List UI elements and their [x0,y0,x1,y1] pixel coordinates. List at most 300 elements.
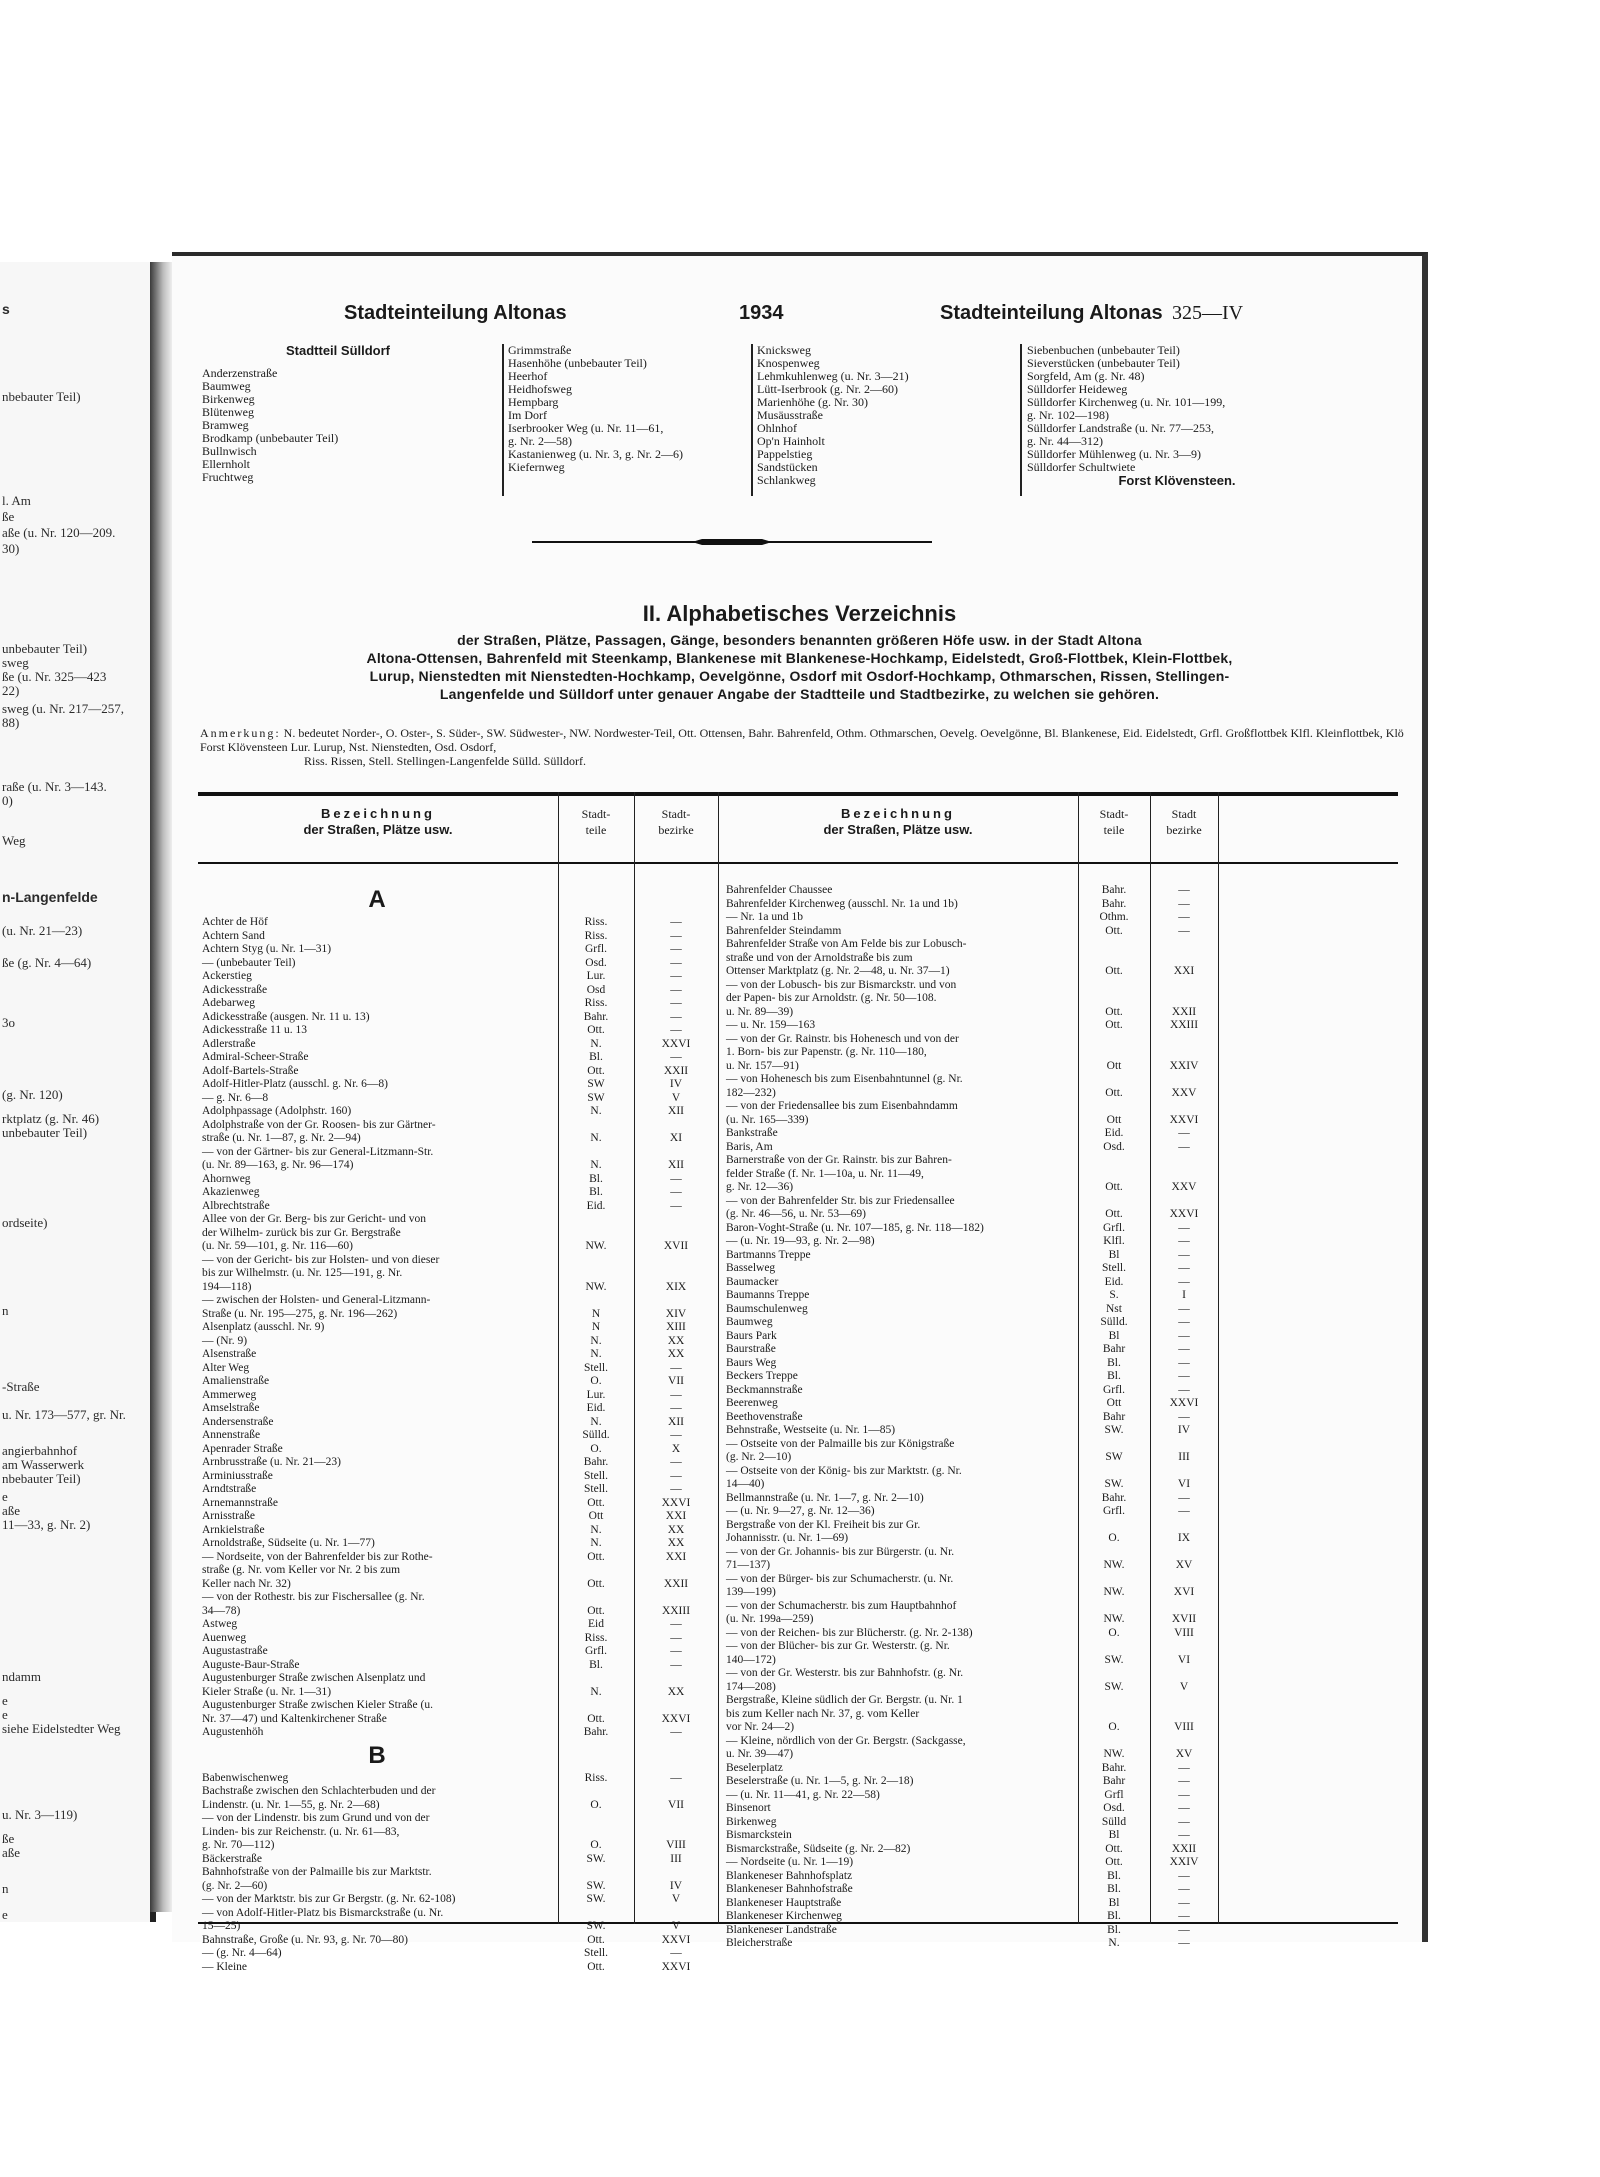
table-row [726,1600,1216,1614]
col-header-name-left: Bezeichnung der Straßen, Plätze usw. [303,806,453,837]
stadtbezirk-cell: VIII [1174,1626,1194,1639]
left-page-text-fragment: nbebauter Teil) [2,389,81,404]
table-row [726,1829,1216,1843]
stadtbezirk-cell: — [670,1172,682,1185]
table-row [202,1024,712,1038]
district-street-item: Blütenweg [202,405,254,419]
street-name: Bellmannstraße (u. Nr. 1—7, g. Nr. 2—10) [726,1491,924,1504]
left-page-text-fragment: 0) [2,793,13,808]
table-row [202,1866,712,1880]
stadtbezirk-cell: V [1179,1680,1189,1693]
district-street-item: Knicksweg [757,343,811,357]
table-row [726,1168,1216,1182]
stadtbezirk-cell: VII [668,1798,684,1811]
table-row [726,1181,1216,1195]
stadtbezirk-cell: XXVI [661,1960,691,1973]
stadtbezirk-cell: XX [667,1348,685,1360]
stadtteil-cell: Sülld. [1100,1316,1128,1328]
table-row [202,1159,712,1173]
stadtteil-cell: O. [1108,1532,1120,1544]
stadtbezirk-cell: XVII [1171,1613,1197,1625]
stadtbezirk-cell: — [1178,1802,1190,1814]
table-row [726,898,1216,912]
stadtteil-cell: Lur. [586,970,606,982]
district-street-item: Lehmkuhlenweg (u. Nr. 3—21) [757,369,909,383]
stadtbezirk-cell: XXVI [1169,1397,1199,1409]
running-head-year: 1934 [739,302,784,324]
left-page-text-fragment: 30) [2,541,20,556]
street-name: Albrechtstraße [202,1199,270,1212]
stadtbezirk-cell: — [670,970,682,982]
col-header-bezirke-right: Stadt bezirke [1166,807,1202,837]
street-name: — von der Gr. Westerstr. bis zur Bahnhofstr. (g. Nr. [726,1667,964,1679]
street-name: Arndtstraße [202,1483,257,1495]
table-row [726,1789,1216,1803]
stadtteil-cell: Grfl. [584,943,608,955]
stadtteil-cell: Bahr. [583,1010,609,1023]
stadtteil-cell: Osd [586,983,606,996]
table-row [726,1438,1216,1452]
table-row [202,1880,712,1894]
stadtbezirk-cell: — [1178,1343,1190,1355]
stadtteil-cell: Ott. [587,1024,605,1036]
stadtbezirk-cell: — [1178,1829,1190,1841]
street-name: — von Adolf-Hitler-Platz bis Bismarckstraße (u. Nr. [202,1906,444,1919]
table-row [726,925,1216,939]
col-header-teile-left: Stadt- teile [581,807,611,837]
stadtteil-cell: N [591,1321,601,1333]
stadtbezirk-cell: X [671,1442,681,1455]
table-row [726,1046,1216,1060]
district-street-item: Op'n Hainholt [757,434,825,448]
stadtbezirk-cell: XX [667,1523,685,1536]
table-row [202,1146,712,1160]
district-street-item: Grimmstraße [508,343,572,357]
table-row [726,1073,1216,1087]
stadtbezirk-cell: — [1178,1937,1190,1949]
street-name: Auenweg [202,1631,247,1644]
header-col-1-items [202,367,474,484]
table-row [202,916,712,930]
street-name: 1. Born- bis zur Papenstr. (g. Nr. 110—180, [726,1046,927,1058]
street-name: u. Nr. 157—91) [726,1059,799,1072]
stadtteil-cell: Ott. [1105,1208,1123,1220]
street-name: Akazienweg [202,1186,260,1198]
stadtbezirk-cell: XXIV [1169,1856,1199,1868]
stadtbezirk-cell: V [671,1920,681,1932]
table-row [202,1281,712,1295]
column-rule [1020,344,1022,496]
district-street-item: Kiefernweg [508,460,565,474]
stadtteil-cell: SW [1105,1451,1123,1463]
stadtbezirk-cell: XXII [663,1064,689,1077]
stadtbezirk-cell: VIII [666,1839,686,1851]
left-page-text-fragment: (g. Nr. 120) [2,1087,63,1102]
left-page-text-fragment: -Straße [2,1379,40,1394]
street-name: Adebarweg [202,997,256,1009]
table-row [202,1416,712,1430]
stadtteil-cell: Bahr [1102,1775,1126,1787]
left-page-fragment [0,262,156,1922]
street-name: — von der Bürger- bis zur Schumacherstr. (u. Nr. [726,1572,954,1585]
street-name: — (unbebauter Teil) [202,956,296,969]
district-street-item: Heidhofsweg [508,382,572,396]
stadtteil-cell: O. [1108,1721,1120,1733]
table-row [202,1524,712,1538]
stadtteil-cell: Bl [1108,1329,1120,1342]
table-row [726,1546,1216,1560]
stadtteil-cell: N. [590,1523,602,1536]
table-row [726,1748,1216,1762]
stadtteil-cell: Bl. [1107,1869,1121,1882]
table-row [726,1357,1216,1371]
stadtbezirk-cell: XX [667,1537,685,1549]
district-street-item: Im Dorf [508,408,547,422]
stadtteil-cell: Riss. [584,916,608,928]
note-label: Anmerkung: [200,726,281,740]
street-name: — von Hohenesch bis zum Eisenbahntunnel (g. Nr. [726,1073,963,1085]
district-street-item: Hasenhöhe (unbebauter Teil) [508,356,647,370]
street-name: Apenrader Straße [202,1442,283,1455]
left-page-text-fragment: e [2,1693,8,1708]
stadtteil-cell: Riss. [584,1631,608,1644]
table-row [726,1735,1216,1749]
stadtteil-cell: SW. [586,1920,606,1932]
table-row [726,1708,1216,1722]
table-row [726,1897,1216,1911]
street-name: Bahrenfelder Steindamm [726,924,842,937]
district-street-item: Sülldorfer Schultwiete [1027,460,1136,474]
stadtbezirk-cell: — [670,1361,682,1374]
street-name: — von der Friedensallee bis zum Eisenbahndamm [726,1100,958,1112]
stadtteil-cell: Eid. [586,1199,606,1212]
left-page-text-fragment: e [2,1489,8,1504]
stadtbezirk-cell: — [670,1947,682,1959]
stadtteil-cell: Bl [1108,1248,1120,1261]
stadtbezirk-cell: — [670,1199,682,1212]
left-page-text-fragment: ndamm [2,1669,41,1684]
street-name: Behnstraße, Westseite (u. Nr. 1—85) [726,1424,896,1436]
stadtteil-cell: S. [1109,1289,1119,1301]
table-row [726,1249,1216,1263]
stadtteil-cell: Ott. [1105,1842,1123,1855]
street-name: Admiral-Scheer-Straße [202,1051,309,1063]
directory-page [172,252,1428,1973]
table-row [202,1308,712,1322]
stadtbezirk-cell: — [1178,1275,1190,1288]
stadtbezirk-cell: — [1178,1491,1190,1504]
district-street-item: Baumweg [202,379,251,393]
street-name: 34—78) [202,1604,241,1617]
table-row [202,1254,712,1268]
table-row [726,1505,1216,1519]
street-name: Amselstraße [202,1402,260,1414]
street-name: Linden- bis zur Reichenstr. (u. Nr. 61—83, [202,1825,400,1838]
street-name: Augustastraße [202,1645,268,1657]
stadtteil-cell: NW. [1103,1748,1125,1760]
street-name: Bartmanns Treppe [726,1248,811,1261]
street-name: 139—199) [726,1586,776,1598]
street-name: — von der Rothestr. bis zur Fischersallee (g. Nr. [202,1591,425,1603]
district-street-item: Sandstücken [757,460,818,474]
stadtteil-cell: Bahr. [1101,1491,1127,1504]
stadtteil-cell: Bl. [1107,1370,1121,1382]
street-name: Beselerplatz [726,1761,783,1774]
stadtteil-cell: Ott. [587,1604,605,1617]
street-name: Bismarckstraße, Südseite (g. Nr. 2—82) [726,1842,911,1855]
table-row [726,938,1216,952]
district-title: Stadtteil Sülldorf [286,343,390,358]
table-row [202,1132,712,1146]
stadtbezirk-cell: VI [1177,1653,1191,1666]
table-row [726,1384,1216,1398]
street-name: Bergstraße, Kleine südlich der Gr. Bergstr. (u. Nr. 1 [726,1694,963,1706]
left-page-text-fragment: raße (u. Nr. 3—143. [2,779,107,794]
table-row [726,1222,1216,1236]
stadtteil-cell: Ott. [1105,1019,1123,1031]
stadtteil-cell: Ott. [587,1577,605,1590]
left-page-text-fragment: am Wasserwerk [2,1457,85,1472]
stadtteil-cell: Eid [588,1618,604,1630]
table-row [726,1532,1216,1546]
stadtbezirk-cell: XXII [1171,1842,1197,1855]
table-row [726,1843,1216,1857]
left-page-text-fragment: ße [2,1831,15,1846]
table-row [202,1402,712,1416]
table-row [202,1772,712,1786]
stadtbezirk-cell: — [670,1618,682,1630]
table-row [202,1853,712,1867]
stadtbezirk-cell: — [670,916,682,928]
street-name: — von der Marktstr. bis zur Gr Bergstr. (g. Nr. 62-108) [202,1893,456,1905]
table-row [202,1389,712,1403]
stadtbezirk-cell: — [670,1483,682,1495]
table-row [202,1092,712,1106]
table-row [726,1465,1216,1479]
table-row [726,1060,1216,1074]
table-row [726,1141,1216,1155]
street-name: vor Nr. 24—2) [726,1721,795,1733]
stadtbezirk-cell: XVI [1173,1586,1195,1598]
stadtbezirk-cell: — [670,1469,682,1482]
table-row [726,1006,1216,1020]
stadtteil-cell: Bl. [1107,1910,1121,1922]
table-row [202,1011,712,1025]
stadtteil-cell: O. [590,1442,602,1455]
stadtteil-cell: Bl [1108,1896,1120,1909]
stadtbezirk-cell: XI [669,1132,683,1144]
stadtteil-cell: Ott. [587,1550,605,1563]
table-row [726,1019,1216,1033]
street-name: Baumanns Treppe [726,1289,810,1301]
table-row [202,1578,712,1592]
street-name: Binsenort [726,1802,771,1814]
table-row [202,1456,712,1470]
street-name: Babenwischenweg [202,1771,289,1784]
table-row [202,1785,712,1799]
stadtbezirk-cell: — [1178,897,1190,910]
stadtteil-cell: N. [590,1132,602,1144]
table-row [726,1397,1216,1411]
column-rule [502,344,504,496]
stadtteil-cell: NW. [1103,1559,1125,1571]
table-row [726,1573,1216,1587]
table-row [202,1812,712,1826]
street-name: u. Nr. 89—39) [726,1005,794,1018]
stadtteil-cell: Ott. [587,1064,605,1077]
stadtteil-cell: Bahr. [1101,897,1127,910]
section-subtitle-1: der Straßen, Plätze, Passagen, Gänge, besonders benannten größeren Höfe usw. in der Stadt Altona [457,632,1142,648]
street-name: (g. Nr. 2—60) [202,1879,268,1892]
district-street-item: g. Nr. 2—58) [508,434,572,448]
table-row [202,997,712,1011]
street-name: Augustenhöh [202,1726,264,1738]
street-name: Beerenweg [726,1397,778,1409]
stadtbezirk-cell: — [670,943,682,955]
stadtteil-cell: Bahr [1102,1410,1126,1423]
stadtteil-cell: Stell. [1102,1262,1126,1274]
left-page-text-fragment: rktplatz (g. Nr. 46) [2,1111,100,1126]
street-name: Blankeneser Bahnhofsplatz [726,1869,853,1882]
street-name: — zwischen der Holsten- und General-Litzmann- [202,1294,431,1306]
table-row [726,1870,1216,1884]
table-row [202,1632,712,1646]
table-row [202,1713,712,1727]
table-row [202,1726,712,1740]
table-row [726,992,1216,1006]
stadtteil-cell: N. [590,1348,602,1360]
street-name: Augustenburger Straße zwischen Kieler Straße (u. [202,1699,433,1711]
district-street-item: Marienhöhe (g. Nr. 30) [757,395,868,409]
stadtteil-cell: Bl. [589,1051,603,1063]
stadtbezirk-cell: IX [1177,1532,1191,1544]
stadtteil-cell: Eid. [1104,1275,1124,1288]
street-name: Kieler Straße (u. Nr. 1—31) [202,1685,332,1698]
left-page-text-fragment: n [2,1303,9,1318]
table-row [726,1816,1216,1830]
street-name: Achtern Styg (u. Nr. 1—31) [202,943,332,955]
left-page-text-fragment: ße (u. Nr. 325—423 [2,669,107,684]
street-name: Baris, Am [726,1140,773,1153]
table-row [726,1654,1216,1668]
section-letter: A [368,886,386,913]
abbreviation-note [200,726,1430,768]
street-name: Beckers Treppe [726,1370,798,1382]
district-street-item: Anderzenstraße [202,366,278,380]
stadtbezirk-cell: — [670,1186,682,1198]
left-page-text-fragment: n-Langenfelde [2,889,98,905]
street-name: — von der Lobusch- bis zur Bismarckstr. und von [726,978,957,991]
stadtbezirk-cell: XV [1175,1748,1193,1760]
stadtteil-cell: Bl. [1107,1883,1121,1895]
street-name: — von der Bahrenfelder Str. bis zur Friedensallee [726,1194,955,1207]
street-name: — Nr. 1a und 1b [726,911,803,923]
street-name: Basselweg [726,1262,776,1274]
stadtbezirk-cell: — [1178,1221,1190,1234]
table-row [726,1276,1216,1290]
table-row [202,1826,712,1840]
table-row [726,1424,1216,1438]
table-row [726,1303,1216,1317]
stadtteil-cell: Bl. [589,1172,603,1185]
stadtteil-cell: Bl. [589,1658,603,1671]
stadtbezirk-cell: — [670,1771,682,1784]
stadtteil-cell: Grfl. [584,1645,608,1657]
stadtbezirk-cell: XXVI [1169,1113,1199,1126]
street-name: — u. Nr. 159—163 [726,1019,816,1031]
district-street-item: Pappelstieg [757,447,813,461]
street-name: — (u. Nr. 19—93, g. Nr. 2—98) [726,1235,875,1247]
stadtbezirk-cell: — [1178,1910,1190,1922]
street-name: Achtern Sand [202,929,265,942]
note-text: N. bedeutet Norder-, O. Oster-, S. Süder-, SW. Südwester-, NW. Nordwester-Teil, Ott. Ottensen, Bahr. Bahrenfeld, Othm. Othmarschen, Oevelg. Oevelgönne, Bl. Blankenese, Eid. Eidelstedt, Grfl. Großflottbek Klfl. Kleinflottbek, Klö Forst Klövensteen Lur. Lurup, Nst. Nienstedten, Osd. Osdorf, [200,726,1404,754]
stadtteil-cell: Bahr. [1101,1761,1127,1774]
stadtteil-cell: N. [1108,1937,1120,1949]
stadtteil-cell: N. [590,1037,602,1050]
section-subtitle-2: Altona-Ottensen, Bahrenfeld mit Steenkamp, Blankenese mit Blankenese-Hochkamp, Eidelstedt, Groß-Flottbek, Klein-Flottbek, [366,650,1233,666]
table-row [202,1947,712,1961]
street-name: Baron-Voght-Straße (u. Nr. 107—185, g. Nr. 118—182) [726,1221,984,1234]
left-page-text-fragment: (u. Nr. 21—23) [2,923,83,938]
street-name: — von der Gericht- bis zur Holsten- und von dieser [202,1253,440,1266]
street-name: Lindenstr. (u. Nr. 1—55, g. Nr. 2—68) [202,1798,380,1811]
stadtbezirk-cell: — [1178,1356,1190,1369]
street-name: Arnbrusstraße (u. Nr. 21—23) [202,1456,341,1468]
table-row [726,1478,1216,1492]
table-row [202,1483,712,1497]
stadtbezirk-cell: III [1178,1451,1190,1463]
street-name: Baumweg [726,1316,773,1328]
district-street-item: g. Nr. 44—312) [1027,434,1103,448]
street-name: Johannisstr. (u. Nr. 1—69) [726,1532,849,1544]
left-page-text-fragment: 3o [2,1015,15,1030]
table-row [726,1370,1216,1384]
table-row [726,1208,1216,1222]
stadtteil-cell: Bahr. [583,1726,609,1738]
street-name: Annenstraße [202,1429,261,1441]
left-page-text-fragment: sweg (u. Nr. 217—257, [2,701,125,716]
stadtteil-cell: SW [587,1078,605,1090]
street-name: g. Nr. 12—36) [726,1181,794,1193]
left-page-text-fragment: ordseite) [2,1215,48,1230]
stadtbezirk-cell: XXII [663,1577,689,1590]
left-page-text-fragment: s [2,301,10,317]
street-name: Achter de Höf [202,916,268,928]
stadtteil-cell: O. [590,1839,602,1851]
letter-section-heading [202,884,712,916]
header-col-4-items [1027,344,1327,474]
stadtteil-cell: Ott [1106,1059,1122,1072]
table-row [202,1105,712,1119]
street-name: der Papen- bis zur Arnoldstr. (g. Nr. 50—108. [726,992,937,1004]
street-name: Arnisstraße [202,1510,256,1522]
left-page-text-fragment: u. Nr. 173—577, gr. Nr. [2,1407,126,1422]
table-row [726,1411,1216,1425]
district-street-item: Sorgfeld, Am (g. Nr. 48) [1027,369,1145,383]
table-row [202,1443,712,1457]
table-row [726,1343,1216,1357]
stadtteil-cell: N. [590,1159,602,1171]
street-name: — von der Reichen- bis zur Blücherstr. (g. Nr. 2-138) [726,1626,973,1639]
district-street-item: Ohlnhof [757,421,797,435]
street-name: Adickesstraße 11 u. 13 [202,1024,307,1036]
street-name: — Ostseite von der König- bis zur Marktstr. (g. Nr. [726,1464,962,1477]
street-name: Bachstraße zwischen den Schlachterbuden und der [202,1785,436,1797]
street-name: — Nordseite, von der Bahrenfelder bis zur Rothe- [202,1550,433,1563]
stadtbezirk-cell: — [670,997,682,1009]
stadtteil-cell: O. [590,1375,602,1387]
table-row [202,1605,712,1619]
